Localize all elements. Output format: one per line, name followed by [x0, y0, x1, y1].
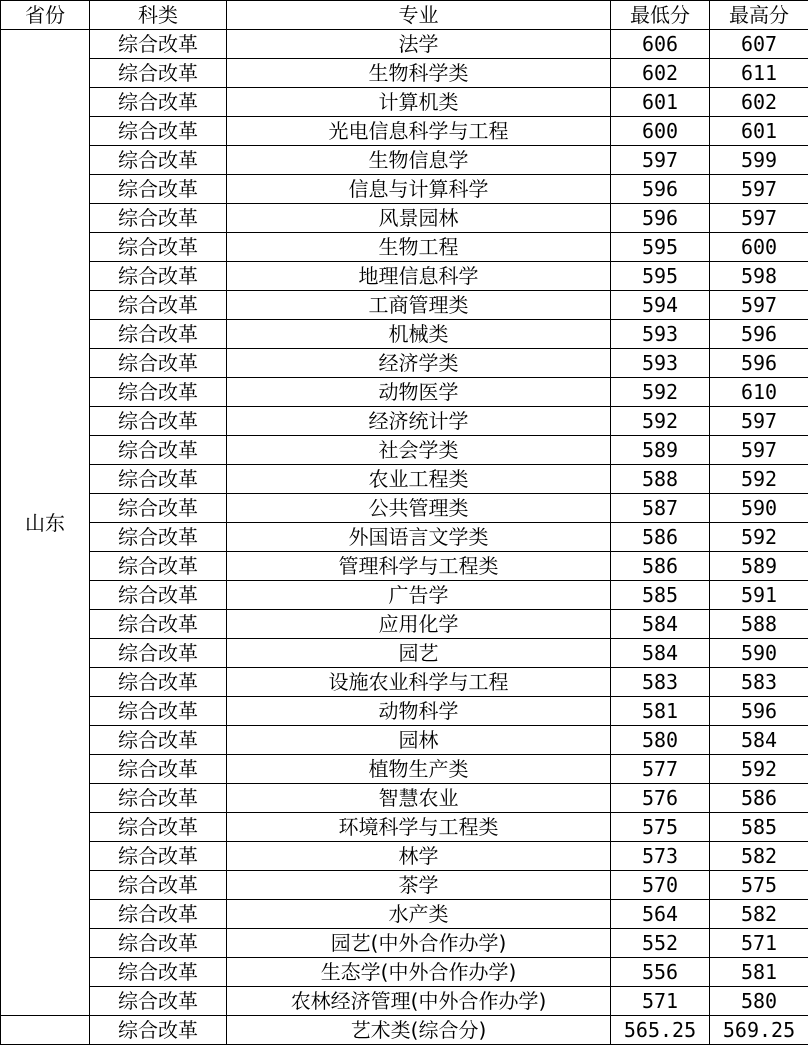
category-cell: 综合改革 [90, 958, 227, 987]
max-score-cell: 592 [710, 755, 808, 784]
category-cell: 综合改革 [90, 378, 227, 407]
major-cell: 工商管理类 [227, 291, 611, 320]
table-row [1, 146, 808, 175]
table-row [1, 784, 808, 813]
category-cell: 综合改革 [90, 436, 227, 465]
min-score-cell: 593 [611, 320, 710, 349]
max-score-cell: 610 [710, 378, 808, 407]
table-row [1, 581, 808, 610]
table-row [1, 30, 808, 59]
province-cell-empty [1, 1016, 90, 1045]
max-score-cell: 600 [710, 233, 808, 262]
table-row [1, 349, 808, 378]
major-cell: 公共管理类 [227, 494, 611, 523]
max-score-cell: 601 [710, 117, 808, 146]
max-score-cell: 596 [710, 349, 808, 378]
max-score-cell: 590 [710, 494, 808, 523]
header-province: 省份 [1, 1, 90, 30]
min-score-cell: 564 [611, 900, 710, 929]
min-score-cell: 595 [611, 262, 710, 291]
major-cell: 园艺 [227, 639, 611, 668]
category-cell: 综合改革 [90, 349, 227, 378]
major-cell: 生态学(中外合作办学) [227, 958, 611, 987]
major-cell: 外国语言文学类 [227, 523, 611, 552]
min-score-cell: 594 [611, 291, 710, 320]
table-row [1, 88, 808, 117]
min-score-cell: 600 [611, 117, 710, 146]
major-cell: 植物生产类 [227, 755, 611, 784]
major-cell: 设施农业科学与工程 [227, 668, 611, 697]
province-cell: 山东 [1, 30, 90, 1016]
max-score-cell: 597 [710, 407, 808, 436]
category-cell: 综合改革 [90, 233, 227, 262]
max-score-cell: 571 [710, 929, 808, 958]
header-max-score: 最高分 [710, 1, 808, 30]
min-score-cell: 592 [611, 378, 710, 407]
major-cell: 水产类 [227, 900, 611, 929]
table-row [1, 1016, 808, 1045]
min-score-cell: 581 [611, 697, 710, 726]
major-cell: 法学 [227, 30, 611, 59]
header-major: 专业 [227, 1, 611, 30]
max-score-cell: 569.25 [710, 1016, 808, 1045]
max-score-cell: 599 [710, 146, 808, 175]
min-score-cell: 592 [611, 407, 710, 436]
table-body [1, 30, 808, 1045]
table-row [1, 407, 808, 436]
table-row [1, 697, 808, 726]
min-score-cell: 602 [611, 59, 710, 88]
major-cell: 林学 [227, 842, 611, 871]
major-cell: 农林经济管理(中外合作办学) [227, 987, 611, 1016]
min-score-cell: 586 [611, 552, 710, 581]
category-cell: 综合改革 [90, 465, 227, 494]
category-cell: 综合改革 [90, 784, 227, 813]
major-cell: 智慧农业 [227, 784, 611, 813]
major-cell: 经济学类 [227, 349, 611, 378]
category-cell: 综合改革 [90, 726, 227, 755]
table-row [1, 726, 808, 755]
table-row [1, 465, 808, 494]
table-row [1, 842, 808, 871]
major-cell: 广告学 [227, 581, 611, 610]
table-row [1, 175, 808, 204]
category-cell: 综合改革 [90, 1016, 227, 1045]
major-cell: 环境科学与工程类 [227, 813, 611, 842]
min-score-cell: 583 [611, 668, 710, 697]
category-cell: 综合改革 [90, 175, 227, 204]
category-cell: 综合改革 [90, 552, 227, 581]
max-score-cell: 582 [710, 842, 808, 871]
table-row [1, 378, 808, 407]
min-score-cell: 587 [611, 494, 710, 523]
table-row [1, 987, 808, 1016]
min-score-cell: 585 [611, 581, 710, 610]
max-score-cell: 589 [710, 552, 808, 581]
max-score-cell: 598 [710, 262, 808, 291]
table-row [1, 204, 808, 233]
max-score-cell: 592 [710, 523, 808, 552]
min-score-cell: 596 [611, 175, 710, 204]
category-cell: 综合改革 [90, 842, 227, 871]
category-cell: 综合改革 [90, 494, 227, 523]
category-cell: 综合改革 [90, 30, 227, 59]
major-cell: 动物医学 [227, 378, 611, 407]
max-score-cell: 611 [710, 59, 808, 88]
major-cell: 农业工程类 [227, 465, 611, 494]
max-score-cell: 586 [710, 784, 808, 813]
table-row [1, 523, 808, 552]
min-score-cell: 597 [611, 146, 710, 175]
max-score-cell: 583 [710, 668, 808, 697]
major-cell: 机械类 [227, 320, 611, 349]
category-cell: 综合改革 [90, 117, 227, 146]
min-score-cell: 580 [611, 726, 710, 755]
major-cell: 经济统计学 [227, 407, 611, 436]
category-cell: 综合改革 [90, 900, 227, 929]
category-cell: 综合改革 [90, 871, 227, 900]
min-score-cell: 606 [611, 30, 710, 59]
major-cell: 计算机类 [227, 88, 611, 117]
table-row [1, 320, 808, 349]
category-cell: 综合改革 [90, 320, 227, 349]
min-score-cell: 556 [611, 958, 710, 987]
category-cell: 综合改革 [90, 262, 227, 291]
major-cell: 社会学类 [227, 436, 611, 465]
min-score-cell: 577 [611, 755, 710, 784]
table-row [1, 668, 808, 697]
min-score-cell: 571 [611, 987, 710, 1016]
table-row [1, 871, 808, 900]
min-score-cell: 596 [611, 204, 710, 233]
min-score-cell: 593 [611, 349, 710, 378]
category-cell: 综合改革 [90, 755, 227, 784]
table-row [1, 262, 808, 291]
category-cell: 综合改革 [90, 523, 227, 552]
min-score-cell: 575 [611, 813, 710, 842]
max-score-cell: 575 [710, 871, 808, 900]
min-score-cell: 586 [611, 523, 710, 552]
category-cell: 综合改革 [90, 291, 227, 320]
category-cell: 综合改革 [90, 813, 227, 842]
category-cell: 综合改革 [90, 697, 227, 726]
min-score-cell: 588 [611, 465, 710, 494]
major-cell: 动物科学 [227, 697, 611, 726]
category-cell: 综合改革 [90, 581, 227, 610]
min-score-cell: 584 [611, 610, 710, 639]
min-score-cell: 589 [611, 436, 710, 465]
min-score-cell: 570 [611, 871, 710, 900]
category-cell: 综合改革 [90, 610, 227, 639]
category-cell: 综合改革 [90, 59, 227, 88]
category-cell: 综合改革 [90, 146, 227, 175]
table-row [1, 610, 808, 639]
max-score-cell: 591 [710, 581, 808, 610]
table-row [1, 436, 808, 465]
major-cell: 地理信息科学 [227, 262, 611, 291]
max-score-cell: 590 [710, 639, 808, 668]
table-row [1, 958, 808, 987]
header-min-score: 最低分 [611, 1, 710, 30]
major-cell: 生物科学类 [227, 59, 611, 88]
category-cell: 综合改革 [90, 88, 227, 117]
max-score-cell: 597 [710, 204, 808, 233]
table-row [1, 552, 808, 581]
table-row [1, 494, 808, 523]
min-score-cell: 573 [611, 842, 710, 871]
table-row [1, 639, 808, 668]
category-cell: 综合改革 [90, 639, 227, 668]
max-score-cell: 596 [710, 320, 808, 349]
max-score-cell: 580 [710, 987, 808, 1016]
header-category: 科类 [90, 1, 227, 30]
min-score-cell: 565.25 [611, 1016, 710, 1045]
max-score-cell: 596 [710, 697, 808, 726]
category-cell: 综合改革 [90, 987, 227, 1016]
min-score-cell: 595 [611, 233, 710, 262]
category-cell: 综合改革 [90, 929, 227, 958]
category-cell: 综合改革 [90, 407, 227, 436]
min-score-cell: 552 [611, 929, 710, 958]
major-cell: 生物工程 [227, 233, 611, 262]
table-row [1, 117, 808, 146]
major-cell: 应用化学 [227, 610, 611, 639]
max-score-cell: 584 [710, 726, 808, 755]
header-row [1, 1, 808, 30]
major-cell: 生物信息学 [227, 146, 611, 175]
min-score-cell: 576 [611, 784, 710, 813]
min-score-cell: 584 [611, 639, 710, 668]
table-row [1, 59, 808, 88]
table-row [1, 900, 808, 929]
max-score-cell: 597 [710, 291, 808, 320]
table-row [1, 929, 808, 958]
major-cell: 茶学 [227, 871, 611, 900]
max-score-cell: 602 [710, 88, 808, 117]
major-cell: 管理科学与工程类 [227, 552, 611, 581]
max-score-cell: 588 [710, 610, 808, 639]
table-row [1, 291, 808, 320]
major-cell: 艺术类(综合分) [227, 1016, 611, 1045]
max-score-cell: 592 [710, 465, 808, 494]
table-row [1, 755, 808, 784]
max-score-cell: 597 [710, 175, 808, 204]
major-cell: 信息与计算科学 [227, 175, 611, 204]
table-row [1, 233, 808, 262]
max-score-cell: 581 [710, 958, 808, 987]
max-score-cell: 582 [710, 900, 808, 929]
major-cell: 光电信息科学与工程 [227, 117, 611, 146]
min-score-cell: 601 [611, 88, 710, 117]
major-cell: 园艺(中外合作办学) [227, 929, 611, 958]
major-cell: 园林 [227, 726, 611, 755]
category-cell: 综合改革 [90, 668, 227, 697]
category-cell: 综合改革 [90, 204, 227, 233]
major-cell: 风景园林 [227, 204, 611, 233]
max-score-cell: 585 [710, 813, 808, 842]
table-row [1, 813, 808, 842]
max-score-cell: 597 [710, 436, 808, 465]
max-score-cell: 607 [710, 30, 808, 59]
